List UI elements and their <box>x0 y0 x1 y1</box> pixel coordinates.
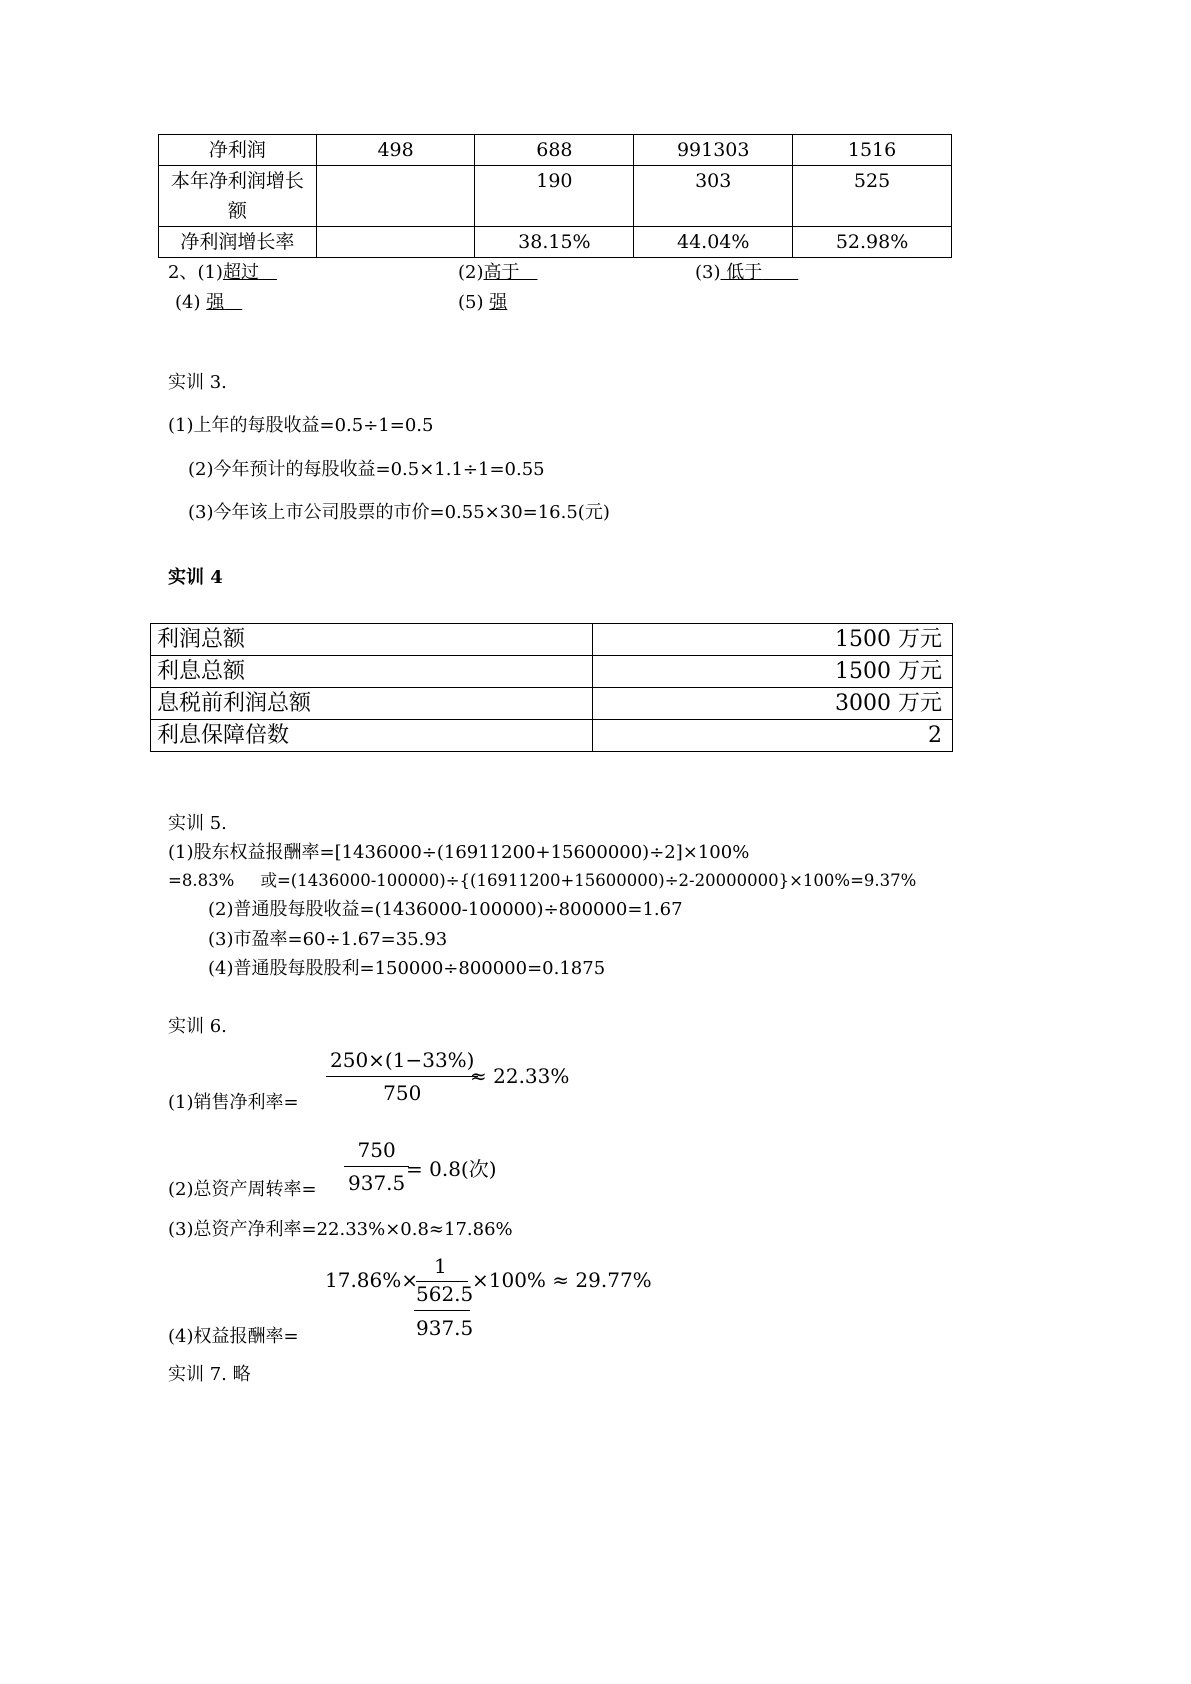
section-3-line-1: (1)上年的每股收益=0.5÷1=0.5 <box>168 415 434 436</box>
interest-coverage-table <box>150 623 953 752</box>
net-profit-table <box>158 134 952 258</box>
section-3-line-2: (2)今年预计的每股收益=0.5×1.1÷1=0.55 <box>188 459 545 480</box>
table-cell: 52.98% <box>793 227 952 258</box>
table-row <box>151 656 953 688</box>
section-5-line-1: (1)股东权益报酬率=[1436000÷(16911200+15600000)÷2]×100% <box>168 842 750 863</box>
row-label: 利润总额 <box>151 624 593 656</box>
section-5-line-4: (3)市盈率=60÷1.67=35.93 <box>208 929 448 950</box>
table-cell <box>316 166 475 227</box>
table-cell: 303 <box>634 166 793 227</box>
formula-2-numerator: 750 <box>344 1138 409 1167</box>
formula-4-numerator: 1 <box>434 1254 447 1278</box>
formula-1-denominator: 750 <box>383 1081 422 1105</box>
row-label-line: 额 <box>227 200 247 222</box>
section-3-title: 实训 3. <box>168 372 227 393</box>
table-row <box>159 166 952 227</box>
table-row <box>159 135 952 166</box>
table-cell: 3000 万元 <box>593 688 953 720</box>
q2-prefix: (2) <box>458 262 484 283</box>
formula-1-numerator: 250×(1−33%) <box>326 1048 478 1077</box>
section-5-line-2: =8.83% 或=(1436000-100000)÷{(16911200+15600000)÷2-20000000}×100%=9.37% <box>168 871 917 890</box>
q2-answer: 强 <box>489 292 508 313</box>
table-cell: 190 <box>475 166 634 227</box>
table-cell: 688 <box>475 135 634 166</box>
formula-4-denominator: 937.5 <box>416 1316 474 1340</box>
formula-2-denominator: 937.5 <box>348 1171 406 1195</box>
q2-prefix: (4) <box>175 292 201 313</box>
table-cell: 1516 <box>793 135 952 166</box>
section-5-line-3: (2)普通股每股收益=(1436000-100000)÷800000=1.67 <box>208 899 683 920</box>
table-cell: 38.15% <box>475 227 634 258</box>
row-label: 利息保障倍数 <box>151 720 593 752</box>
q2-item-2 <box>458 258 538 284</box>
table-row <box>151 624 953 656</box>
row-label: 息税前利润总额 <box>151 688 593 720</box>
q2-item-5 <box>458 288 507 314</box>
section-5-title: 实训 5. <box>168 813 227 834</box>
q2-answer: 强 <box>206 292 225 313</box>
formula-2-fraction <box>344 1138 409 1195</box>
q2-answer: 高于 <box>483 262 520 283</box>
q2-answer: 低于 <box>720 262 763 283</box>
formula-4-bar-main <box>414 1310 470 1311</box>
row-label: 净利润 <box>159 135 317 166</box>
formula-1-fraction <box>326 1048 478 1105</box>
formula-4-lead: 17.86%× <box>325 1268 419 1292</box>
row-label: 利息总额 <box>151 656 593 688</box>
table-cell: 44.04% <box>634 227 793 258</box>
formula-3-line: (3)总资产净利率=22.33%×0.8≈17.86% <box>168 1219 513 1240</box>
formula-2-result: = 0.8(次) <box>406 1157 497 1181</box>
section-5-line-5: (4)普通股每股股利=150000÷800000=0.1875 <box>208 958 606 979</box>
q2-prefix: (3) <box>695 262 721 283</box>
formula-1-label: (1)销售净利率= <box>168 1092 299 1113</box>
q2-item-3 <box>695 258 798 284</box>
table-row <box>159 227 952 258</box>
row-label: 净利润增长率 <box>159 227 317 258</box>
q2-item-1 <box>168 258 277 284</box>
table-row <box>151 720 953 752</box>
table-cell: 1500 万元 <box>593 624 953 656</box>
table-cell: 525 <box>793 166 952 227</box>
row-label <box>159 166 317 227</box>
section-4-title: 实训 4 <box>168 567 223 588</box>
section-3-line-3: (3)今年该上市公司股票的市价=0.55×30=16.5(元) <box>188 502 610 523</box>
table-cell: 2 <box>593 720 953 752</box>
row-label-line: 本年净利润增长 <box>170 170 304 192</box>
table-cell: 1500 万元 <box>593 656 953 688</box>
formula-1-result: ≈ 22.33% <box>470 1064 570 1088</box>
q2-answer: 超过 <box>222 262 259 283</box>
section-7-title: 实训 7. 略 <box>168 1364 251 1385</box>
q2-item-4 <box>175 288 242 314</box>
q2-prefix: (5) <box>458 292 484 313</box>
formula-4-label: (4)权益报酬率= <box>168 1326 299 1347</box>
table-row <box>151 688 953 720</box>
section-6-title: 实训 6. <box>168 1016 227 1037</box>
formula-4-middle: 562.5 <box>416 1282 474 1306</box>
q2-prefix: 2、(1) <box>168 262 223 283</box>
formula-4-tail: ×100% ≈ 29.77% <box>472 1268 652 1292</box>
table-cell <box>316 227 475 258</box>
formula-2-label: (2)总资产周转率= <box>168 1179 317 1200</box>
table-cell: 991303 <box>634 135 793 166</box>
table-cell: 498 <box>316 135 475 166</box>
